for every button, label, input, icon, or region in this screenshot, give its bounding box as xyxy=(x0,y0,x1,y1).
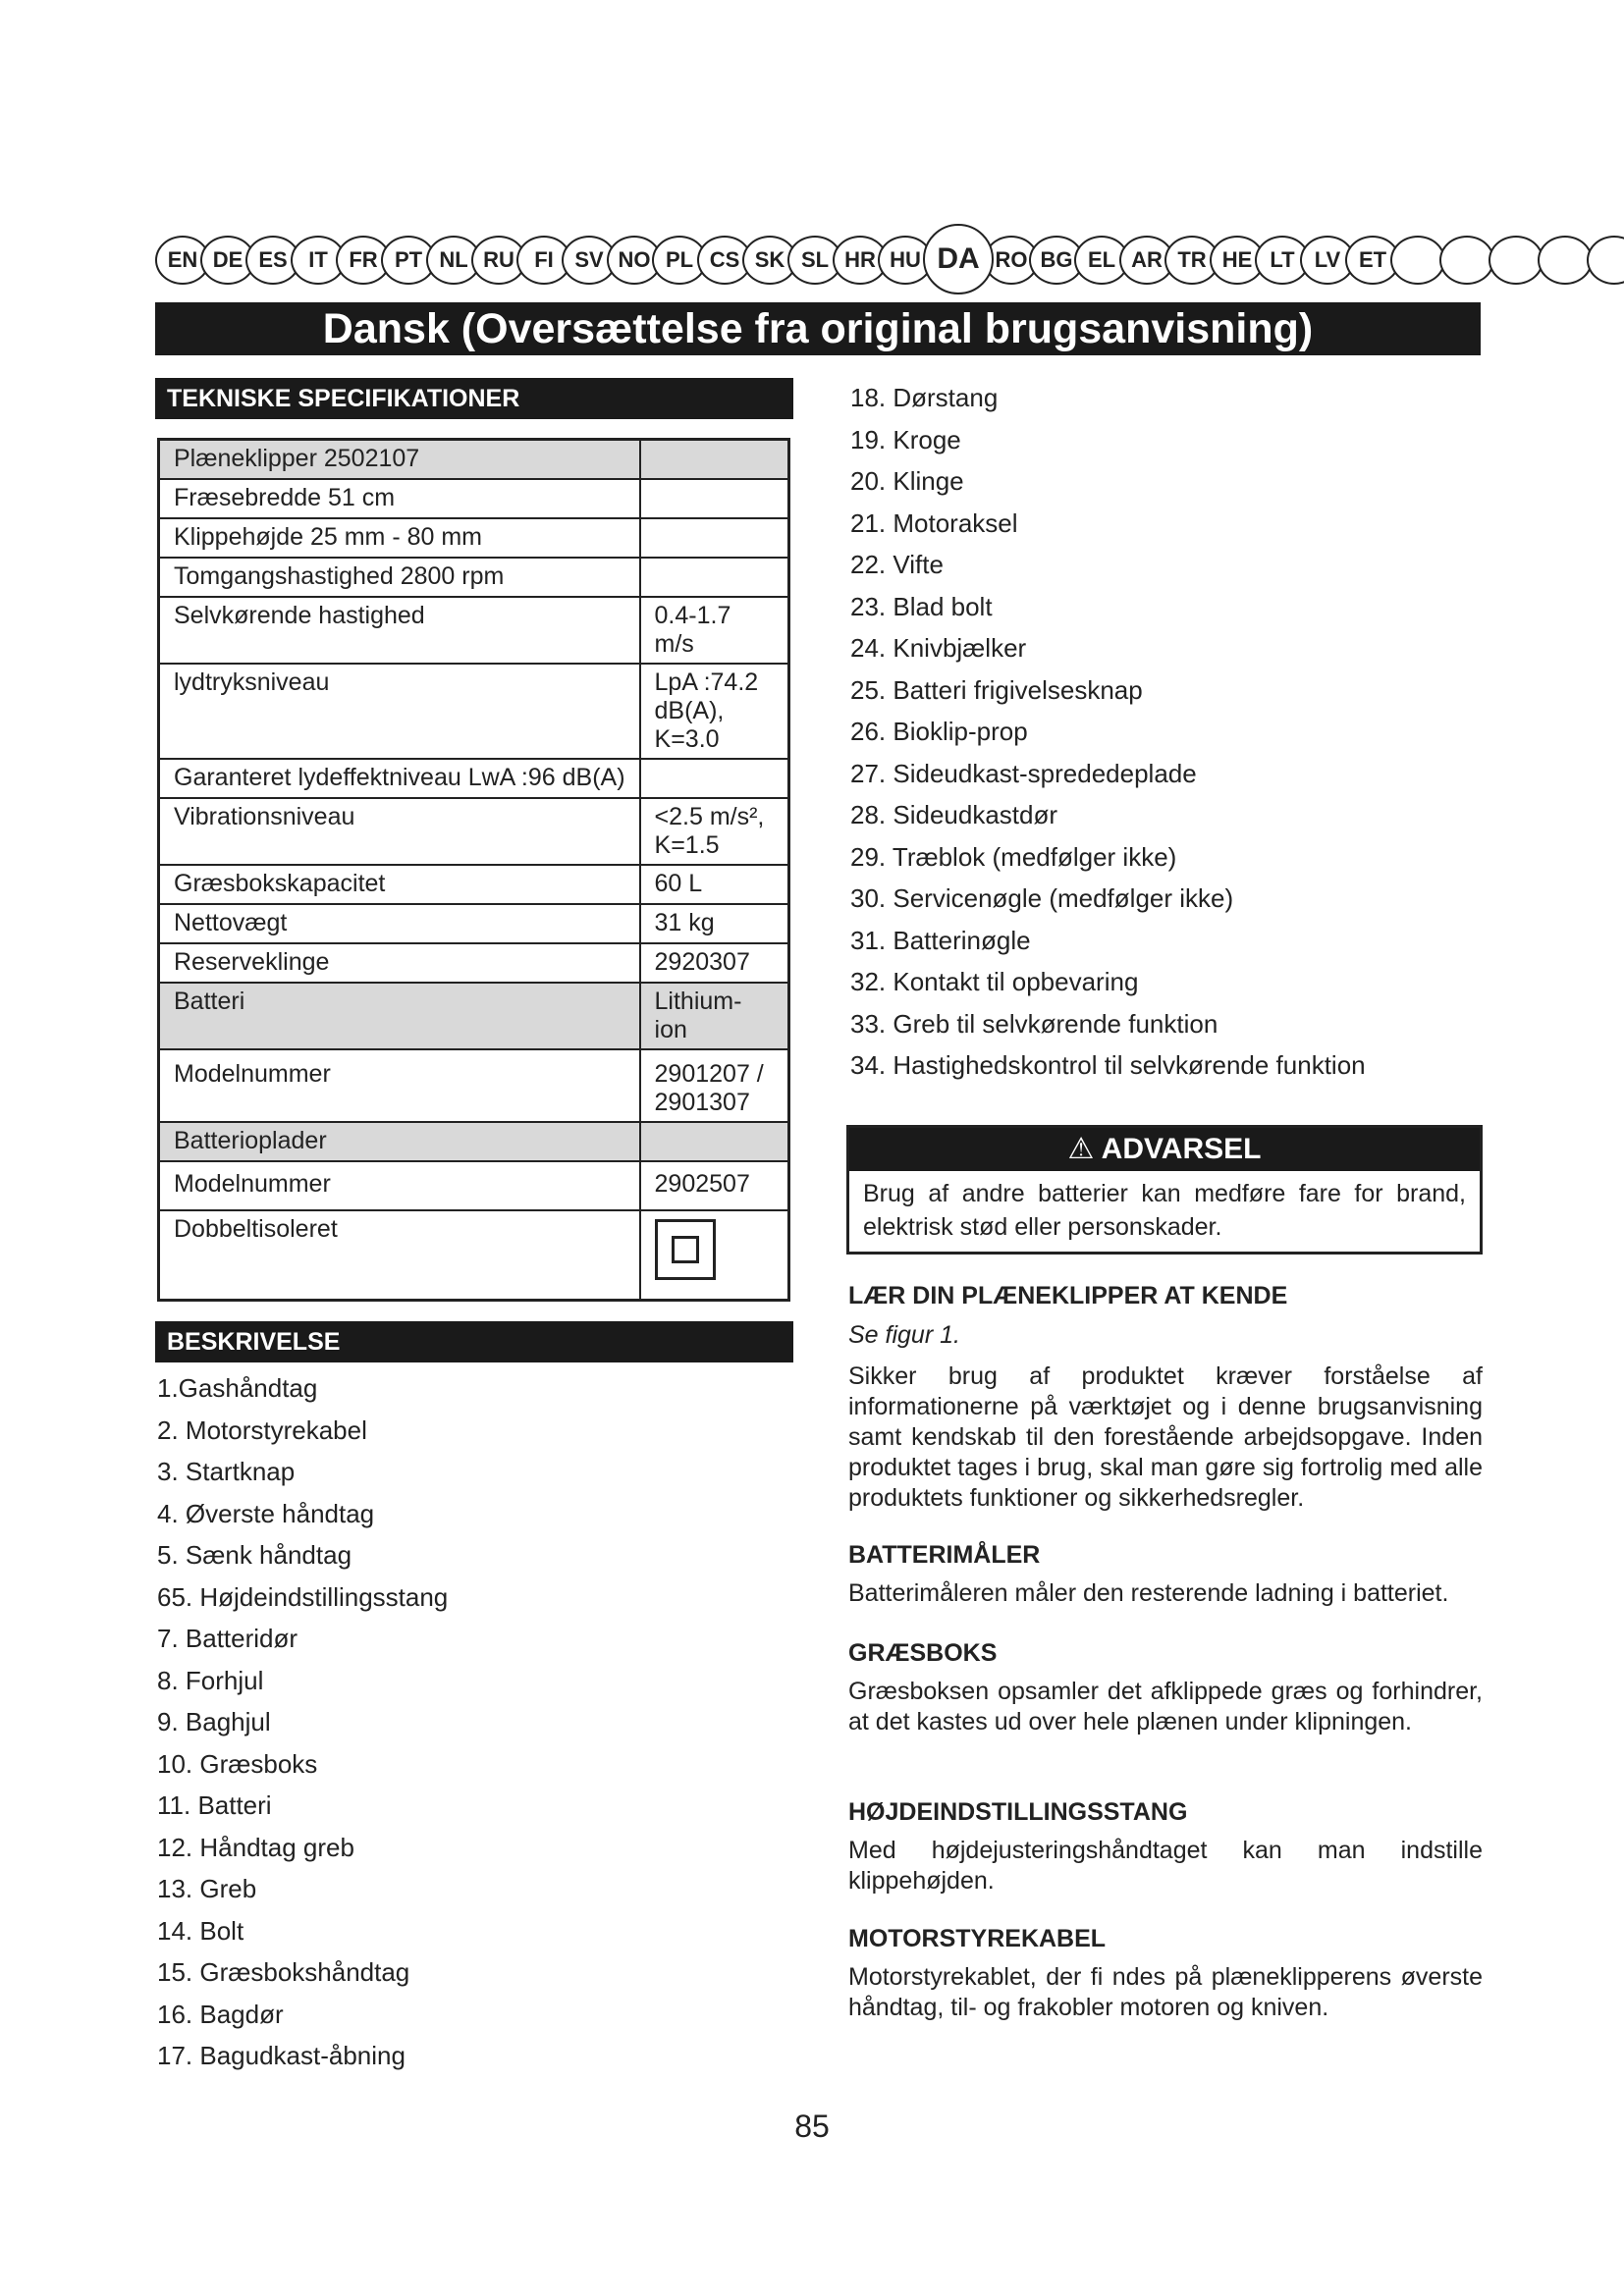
spec-value xyxy=(640,558,789,597)
description-heading: BESKRIVELSE xyxy=(155,1321,793,1362)
spec-label: Fræsebredde 51 cm xyxy=(159,479,640,518)
spec-value xyxy=(640,759,789,798)
spec-label: Græsbokskapacitet xyxy=(159,865,640,904)
section-subheading: Se figur 1. xyxy=(848,1321,960,1349)
warning-text: Brug af andre batterier kan medføre fare for brand, elektrisk stød eller personskader. xyxy=(863,1180,1466,1241)
list-item: 7. Batteridør xyxy=(157,1624,298,1653)
list-item: 10. Græsboks xyxy=(157,1748,318,1779)
list-item: 30. Servicenøgle (medfølger ikke) xyxy=(850,883,1234,913)
language-tab: NL xyxy=(426,236,481,285)
list-item: 11. Batteri xyxy=(157,1790,272,1820)
warning-box xyxy=(846,1125,1483,1255)
list-item: 21. Motoraksel xyxy=(850,507,1018,538)
spec-label: Selvkørende hastighed xyxy=(159,597,640,664)
list-item: 26. Bioklip-prop xyxy=(850,717,1028,746)
table-row xyxy=(159,865,789,904)
table-row xyxy=(159,1161,789,1210)
section-heading: HØJDEINDSTILLINGSSTANG xyxy=(848,1798,1188,1826)
double-insulation-icon xyxy=(655,1219,716,1280)
language-tab: PL xyxy=(652,236,707,285)
language-tab: RO xyxy=(984,236,1039,285)
language-tab: HR xyxy=(833,236,888,285)
spec-label: Garanteret lydeffektniveau LwA :96 dB(A) xyxy=(159,759,640,798)
warning-label: ADVARSEL xyxy=(1101,1133,1262,1165)
list-item: 65. Højdeindstillingsstang xyxy=(157,1581,449,1612)
language-tab: TR xyxy=(1164,236,1219,285)
spec-label: Batterioplader xyxy=(159,1122,640,1161)
page-number: 85 xyxy=(794,2109,830,2144)
spec-label: Vibrationsniveau xyxy=(159,798,640,865)
spec-label: Plæneklipper 2502107 xyxy=(159,440,640,479)
table-row xyxy=(159,1049,789,1122)
spec-label: Modelnummer xyxy=(159,1161,640,1210)
spec-label: Tomgangshastighed 2800 rpm xyxy=(159,558,640,597)
language-tab: HE xyxy=(1210,236,1265,285)
list-item: 16. Bagdør xyxy=(157,1999,284,2029)
table-row xyxy=(159,479,789,518)
table-row xyxy=(159,440,789,479)
section-heading: LÆR DIN PLÆNEKLIPPER AT KENDE xyxy=(848,1282,1288,1309)
list-item: 23. Blad bolt xyxy=(850,591,993,621)
list-item: 12. Håndtag greb xyxy=(157,1832,354,1862)
section-heading: BATTERIMÅLER xyxy=(848,1541,1041,1569)
spec-label: Klippehøjde 25 mm - 80 mm xyxy=(159,518,640,558)
language-tabs xyxy=(155,236,1624,294)
list-item: 5. Sænk håndtag xyxy=(157,1540,352,1570)
list-item: 20. Klinge xyxy=(850,466,964,496)
list-item: 4. Øverste håndtag xyxy=(157,1498,375,1528)
table-row xyxy=(159,904,789,943)
description-list-right xyxy=(850,377,1366,1087)
language-tab: EN xyxy=(155,236,210,285)
list-item: 2. Motorstyrekabel xyxy=(157,1415,367,1445)
list-item: 15. Græsbokshåndtag xyxy=(157,1957,410,1987)
spec-value xyxy=(640,479,789,518)
list-item: 29. Træblok (medfølger ikke) xyxy=(850,841,1177,872)
language-tab: IT xyxy=(291,236,346,285)
list-item: 25. Batteri frigivelsesknap xyxy=(850,674,1143,705)
language-tab-empty xyxy=(1390,236,1445,285)
table-row xyxy=(159,597,789,664)
table-row xyxy=(159,558,789,597)
language-tab: FR xyxy=(336,236,391,285)
language-tab-empty xyxy=(1538,236,1593,285)
language-tab: RU xyxy=(471,236,526,285)
language-tab: NO xyxy=(607,236,662,285)
spec-value: 2901207 / 2901307 xyxy=(640,1049,789,1122)
language-tab-empty xyxy=(1587,236,1624,285)
spec-value xyxy=(640,440,789,479)
description-list-left xyxy=(157,1367,448,2077)
spec-label: Nettovægt xyxy=(159,904,640,943)
spec-value: 31 kg xyxy=(640,904,789,943)
spec-table xyxy=(157,438,790,1302)
spec-label: lydtryksniveau xyxy=(159,664,640,759)
list-item: 19. Kroge xyxy=(850,424,961,454)
list-item: 17. Bagudkast-åbning xyxy=(157,2041,406,2070)
language-tab: ET xyxy=(1345,236,1400,285)
table-row xyxy=(159,518,789,558)
warning-triangle-icon: ⚠ xyxy=(1067,1133,1095,1165)
language-tab-strip xyxy=(155,236,1481,293)
language-tab: FI xyxy=(516,236,571,285)
language-tab-empty xyxy=(1439,236,1494,285)
list-item: 22. Vifte xyxy=(850,550,944,579)
spec-value xyxy=(640,1210,789,1301)
table-row xyxy=(159,1122,789,1161)
language-tab: CS xyxy=(697,236,752,285)
list-item: 32. Kontakt til opbevaring xyxy=(850,967,1139,996)
section-text: Motorstyrekablet, der fi ndes på plæneklipperens øverste håndtag, til- og frakobler motoren og kniven. xyxy=(848,1963,1483,2021)
spec-label: Modelnummer xyxy=(159,1049,640,1122)
spec-label: Batteri xyxy=(159,983,640,1049)
language-tab: LT xyxy=(1255,236,1310,285)
list-item: 28. Sideudkastdør xyxy=(850,800,1058,829)
spec-value: Lithium-ion xyxy=(640,983,789,1049)
language-tab: DE xyxy=(200,236,255,285)
spec-value xyxy=(640,518,789,558)
language-tab: ES xyxy=(245,236,300,285)
list-item: 9. Baghjul xyxy=(157,1707,271,1736)
language-tab: EL xyxy=(1074,236,1129,285)
language-tab: AR xyxy=(1119,236,1174,285)
spec-value: <2.5 m/s², K=1.5 xyxy=(640,798,789,865)
section-text: Græsboksen opsamler det afklippede græs og forhindrer, at det kastes ud over hele plænen under klipningen. xyxy=(848,1678,1483,1735)
language-tab: PT xyxy=(381,236,436,285)
language-tab: SV xyxy=(562,236,617,285)
language-tab: SK xyxy=(742,236,797,285)
spec-value: 60 L xyxy=(640,865,789,904)
page-title: Dansk (Oversættelse fra original brugsanvisning) xyxy=(155,302,1481,355)
section-text: Med højdejusteringshåndtaget kan man indstille klippehøjden. xyxy=(848,1837,1483,1895)
list-item: 33. Greb til selvkørende funktion xyxy=(850,1008,1218,1039)
list-item: 27. Sideudkast-sprededeplade xyxy=(850,758,1197,788)
list-item: 14. Bolt xyxy=(157,1915,244,1946)
spec-value xyxy=(640,1122,789,1161)
section-heading: MOTORSTYREKABEL xyxy=(848,1925,1107,1952)
warning-header xyxy=(849,1128,1480,1171)
language-tab-active: DA xyxy=(923,224,994,294)
spec-value: 2902507 xyxy=(640,1161,789,1210)
list-item: 3. Startknap xyxy=(157,1457,296,1486)
list-item: 18. Dørstang xyxy=(850,383,999,412)
language-tab: LV xyxy=(1300,236,1355,285)
language-tab: SL xyxy=(787,236,842,285)
list-item: 31. Batterinøgle xyxy=(850,925,1031,955)
section-heading: GRÆSBOKS xyxy=(848,1639,998,1667)
table-row xyxy=(159,1210,789,1301)
language-tab: BG xyxy=(1029,236,1084,285)
specs-heading: TEKNISKE SPECIFIKATIONER xyxy=(155,378,793,419)
language-tab: HU xyxy=(878,236,933,285)
list-item: 1.Gashåndtag xyxy=(157,1373,318,1403)
spec-value: 0.4-1.7 m/s xyxy=(640,597,789,664)
spec-value: LpA :74.2 dB(A), K=3.0 xyxy=(640,664,789,759)
table-row xyxy=(159,664,789,759)
table-row xyxy=(159,759,789,798)
table-row xyxy=(159,798,789,865)
section-text: Batterimåleren måler den resterende ladning i batteriet. xyxy=(848,1579,1449,1607)
table-row xyxy=(159,983,789,1049)
list-item: 8. Forhjul xyxy=(157,1665,264,1695)
section-text: Sikker brug af produktet kræver forståelse af informationerne på værktøjet og i denne brugsanvisning samt kendskab til den forestående arbejdsopgave. Inden produktet tages i brug, skal man gøre sig fortrolig med alle produktets funktioner og sikkerhedsregler. xyxy=(848,1362,1483,1512)
language-tab-empty xyxy=(1489,236,1543,285)
table-row xyxy=(159,943,789,983)
spec-label: Dobbeltisoleret xyxy=(159,1210,640,1301)
list-item: 13. Greb xyxy=(157,1874,257,1903)
spec-label: Reserveklinge xyxy=(159,943,640,983)
list-item: 24. Knivbjælker xyxy=(850,633,1027,663)
spec-value: 2920307 xyxy=(640,943,789,983)
list-item: 34. Hastighedskontrol til selvkørende funktion xyxy=(850,1050,1366,1080)
